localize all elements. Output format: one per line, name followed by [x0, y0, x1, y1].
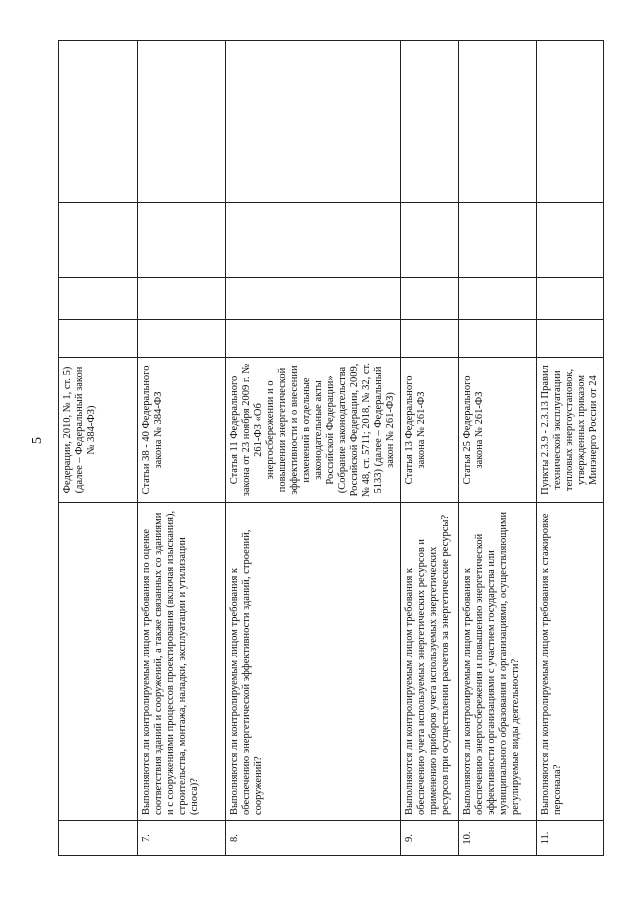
row-number: 11. [537, 821, 604, 856]
table-row [59, 41, 138, 856]
legal-reference-cell: Статья 13 Федерального закона № 261-ФЗ [401, 358, 459, 503]
legal-reference-cell: Статья 25 Федерального закона № 261-ФЗ [459, 358, 537, 503]
answer-yes-cell [537, 320, 604, 358]
answer-no-cell [226, 278, 401, 320]
answer-no-cell [401, 278, 459, 320]
table-row [138, 41, 226, 856]
answer-na-cell [226, 203, 401, 278]
answer-no-cell [59, 278, 138, 320]
legal-reference-cell: Пункты 2.3.9 - 2.3.13 Правил технической эксплуатации тепловых энергоустановок, утвержденных приказом Минэнерго России от 24 [537, 358, 604, 503]
table-row [537, 41, 604, 856]
question-cell: Выполняются ли контролируемым лицом требования к обеспечению энергосбережения и повышению энергетической эффективности организациями с участием государства или муниципального образования и организациями, осуществляющими регулируемые виды деятельности? [459, 503, 537, 821]
answer-yes-cell [59, 320, 138, 358]
table-row [401, 41, 459, 856]
legal-reference-cell: Статьи 38 - 40 Федерального закона № 384-ФЗ [138, 358, 226, 503]
answer-yes-cell [459, 320, 537, 358]
answer-na-cell [59, 203, 138, 278]
question-cell: Выполняются ли контролируемым лицом требования к обеспечению энергетической эффективности зданий, строений, сооружений? [226, 503, 401, 821]
legal-reference-cell: Статья 11 Федерального закона от 23 ноября 2009 г. № 261-ФЗ «Об энергосбережении и о повышении энергетической эффективности и о внесении изменений в отдельные законодательные акты Российской Федерации» (Собрание законодательства Российской Федерации, 2009, № 48, ст. 5711; 2018, № 32, ст. 5133) (далее – Федеральный закон № 261-ФЗ) [226, 358, 401, 503]
checklist-table [58, 40, 604, 856]
page-number: 5 [30, 437, 45, 444]
answer-yes-cell [138, 320, 226, 358]
row-number: 9. [401, 821, 459, 856]
answer-na-cell [401, 203, 459, 278]
row-number [59, 821, 138, 856]
question-cell: Выполняются ли контролируемым лицом требования к стажировке персонала? [537, 503, 604, 821]
row-number: 7. [138, 821, 226, 856]
answer-no-cell [537, 278, 604, 320]
answer-no-cell [459, 278, 537, 320]
question-cell: Выполняются ли контролируемым лицом требования к обеспечению учета используемых энергетических ресурсов и применению приборов учета используемых энергетических ресурсов при осуществлении расчетов за энергетические ресурсы? [401, 503, 459, 821]
answer-na-cell [138, 203, 226, 278]
legal-reference-cell: Федерации, 2010, № 1, ст. 5) (далее – Федеральный закон № 384-ФЗ) [59, 358, 138, 503]
row-number: 8. [226, 821, 401, 856]
note-cell [459, 41, 537, 203]
answer-no-cell [138, 278, 226, 320]
note-cell [401, 41, 459, 203]
question-cell [59, 503, 138, 821]
answer-yes-cell [401, 320, 459, 358]
answer-na-cell [459, 203, 537, 278]
note-cell [537, 41, 604, 203]
table-row [459, 41, 537, 856]
note-cell [59, 41, 138, 203]
checklist-sheet [58, 41, 599, 856]
answer-yes-cell [226, 320, 401, 358]
question-cell: Выполняются ли контролируемым лицом требования по оценке соответствия зданий и сооружений, а также связанных со зданиями и с сооружениями процессов проектирования (включая изыскания), строительства, монтажа, наладки, эксплуатации и утилизации (сноса)? [138, 503, 226, 821]
answer-na-cell [537, 203, 604, 278]
row-number: 10. [459, 821, 537, 856]
note-cell [138, 41, 226, 203]
note-cell [226, 41, 401, 203]
table-row [226, 41, 401, 856]
